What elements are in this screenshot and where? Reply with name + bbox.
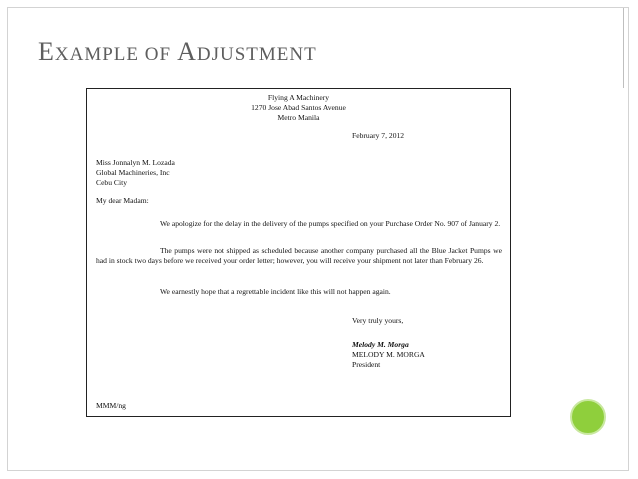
- recipient-name: Miss Jonnalyn M. Lozada: [96, 158, 175, 167]
- body-paragraph: We earnestly hope that a regrettable incident like this will not happen again.: [160, 287, 391, 296]
- salutation: My dear Madam:: [96, 196, 149, 205]
- complimentary-close: Very truly yours,: [352, 316, 404, 325]
- signed-name: Melody M. Morga: [352, 340, 409, 349]
- title-text: DJUSTMENT: [196, 44, 317, 65]
- title-initial: A: [177, 37, 197, 66]
- slide-title: [38, 37, 317, 70]
- recipient-city: Cebu City: [96, 178, 128, 187]
- recipient-company: Global Machineries, Inc: [96, 168, 170, 177]
- recipient-block: [96, 158, 175, 188]
- letterhead: [87, 93, 510, 123]
- body-paragraph: We apologize for the delay in the delivery of the pumps specified on your Purchase Order No. 907 of January 2.: [160, 219, 501, 228]
- reference-initials: MMM/ng: [96, 401, 126, 410]
- letter-document: [86, 88, 511, 417]
- signer-position: President: [352, 360, 381, 369]
- vertical-rule: [623, 8, 624, 88]
- title-text: XAMPLE OF: [54, 44, 172, 65]
- letter-date: February 7, 2012: [352, 131, 405, 140]
- typed-name: MELODY M. MORGA: [352, 350, 425, 359]
- body-paragraph: The pumps were not shipped as scheduled because another company purchased all the Blue Jacket Pumps we had in stock two days before we received your order letter; however, you will receive your shipment not later than February 26.: [96, 246, 502, 265]
- letterhead-company: Flying A Machinery: [267, 93, 330, 102]
- green-circle-decoration: [570, 399, 606, 435]
- title-initial: E: [38, 37, 55, 66]
- signature-block: [352, 340, 425, 370]
- letterhead-street: 1270 Jose Abad Santos Avenue: [251, 103, 346, 112]
- letterhead-city: Metro Manila: [277, 113, 320, 122]
